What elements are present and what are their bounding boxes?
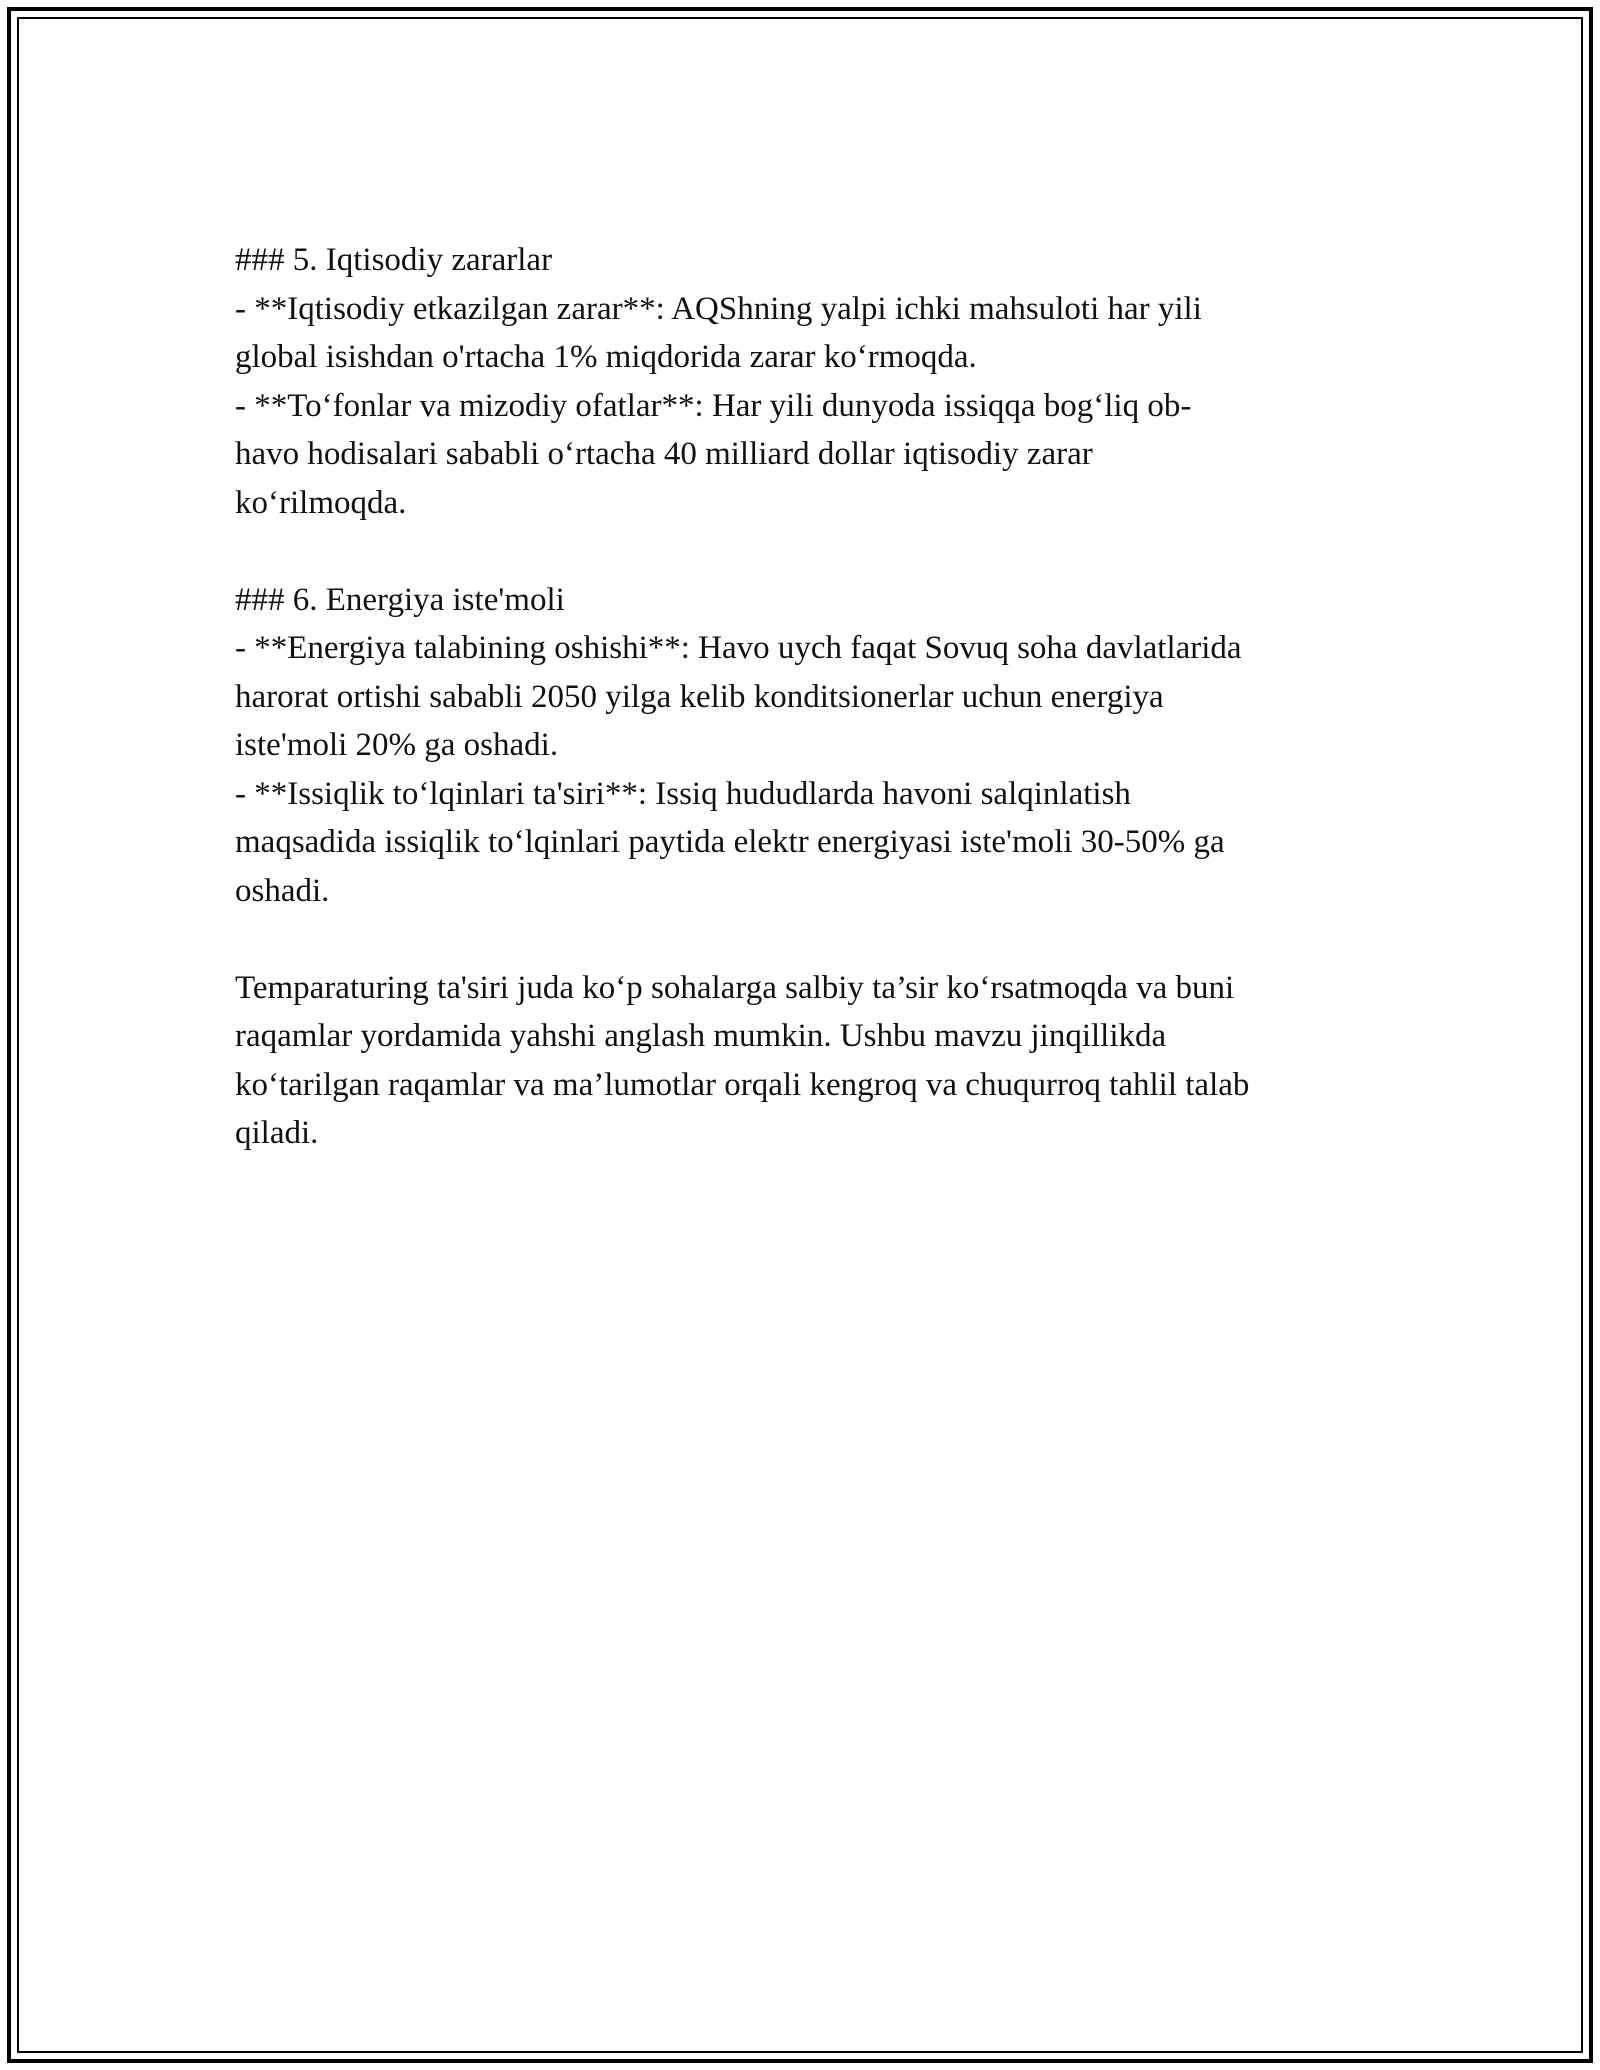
bullet-line: global isishdan o'rtacha 1% miqdorida zarar ko‘rmoqda. [235,339,977,375]
paragraph-spacer [235,915,1385,964]
bullet-line: oshadi. [235,872,330,909]
paragraph-line: ko‘tarilgan raqamlar va ma’lumotlar orqali kengroq va chuqurroq tahlil talab [235,1066,1250,1103]
bullet-line: ko‘rilmoqda. [235,484,407,521]
paragraph-line: qiladi. [235,1115,319,1151]
section-energy-consumption [235,576,1385,916]
bullet-item [235,382,1385,528]
bullet-line: - **Energiya talabining oshishi**: Havo uych faqat Sovuq soha davlatlarida [235,630,1242,666]
paragraph-line: Temparaturing ta'siri juda ko‘p sohalarga salbiy ta’sir ko‘rsatmoqda va buni [235,969,1235,1006]
paragraph-spacer [235,527,1385,576]
section-heading: ### 6. Energiya iste'moli [235,581,565,618]
section-economic-losses [235,236,1385,527]
bullet-item [235,285,1385,382]
section-heading: ### 5. Iqtisodiy zararlar [235,242,553,278]
bullet-line: maqsadida issiqlik to‘lqinlari paytida elektr energiyasi iste'moli 30-50% ga [235,824,1225,860]
bullet-line: havo hodisalari sababli o‘rtacha 40 milliard dollar iqtisodiy zarar [235,436,1093,472]
paragraph-line: raqamlar yordamida yahshi anglash mumkin. Ushbu mavzu jinqillikda [235,1018,1167,1054]
conclusion-paragraph [235,964,1385,1158]
bullet-line: harorat ortishi sababli 2050 yilga kelib konditsionerlar uchun energiya [235,678,1164,715]
bullet-line: iste'moli 20% ga oshadi. [235,727,559,763]
bullet-line: - **Iqtisodiy etkazilgan zarar**: AQShning yalpi ichki mahsuloti har yili [235,290,1202,327]
bullet-item [235,624,1385,770]
bullet-item [235,770,1385,916]
bullet-line: - **To‘fonlar va mizodiy ofatlar**: Har yili dunyoda issiqqa bog‘liq ob- [235,387,1192,424]
document-body [235,236,1385,1158]
bullet-line: - **Issiqlik to‘lqinlari ta'siri**: Issiq hududlarda havoni salqinlatish [235,775,1131,812]
